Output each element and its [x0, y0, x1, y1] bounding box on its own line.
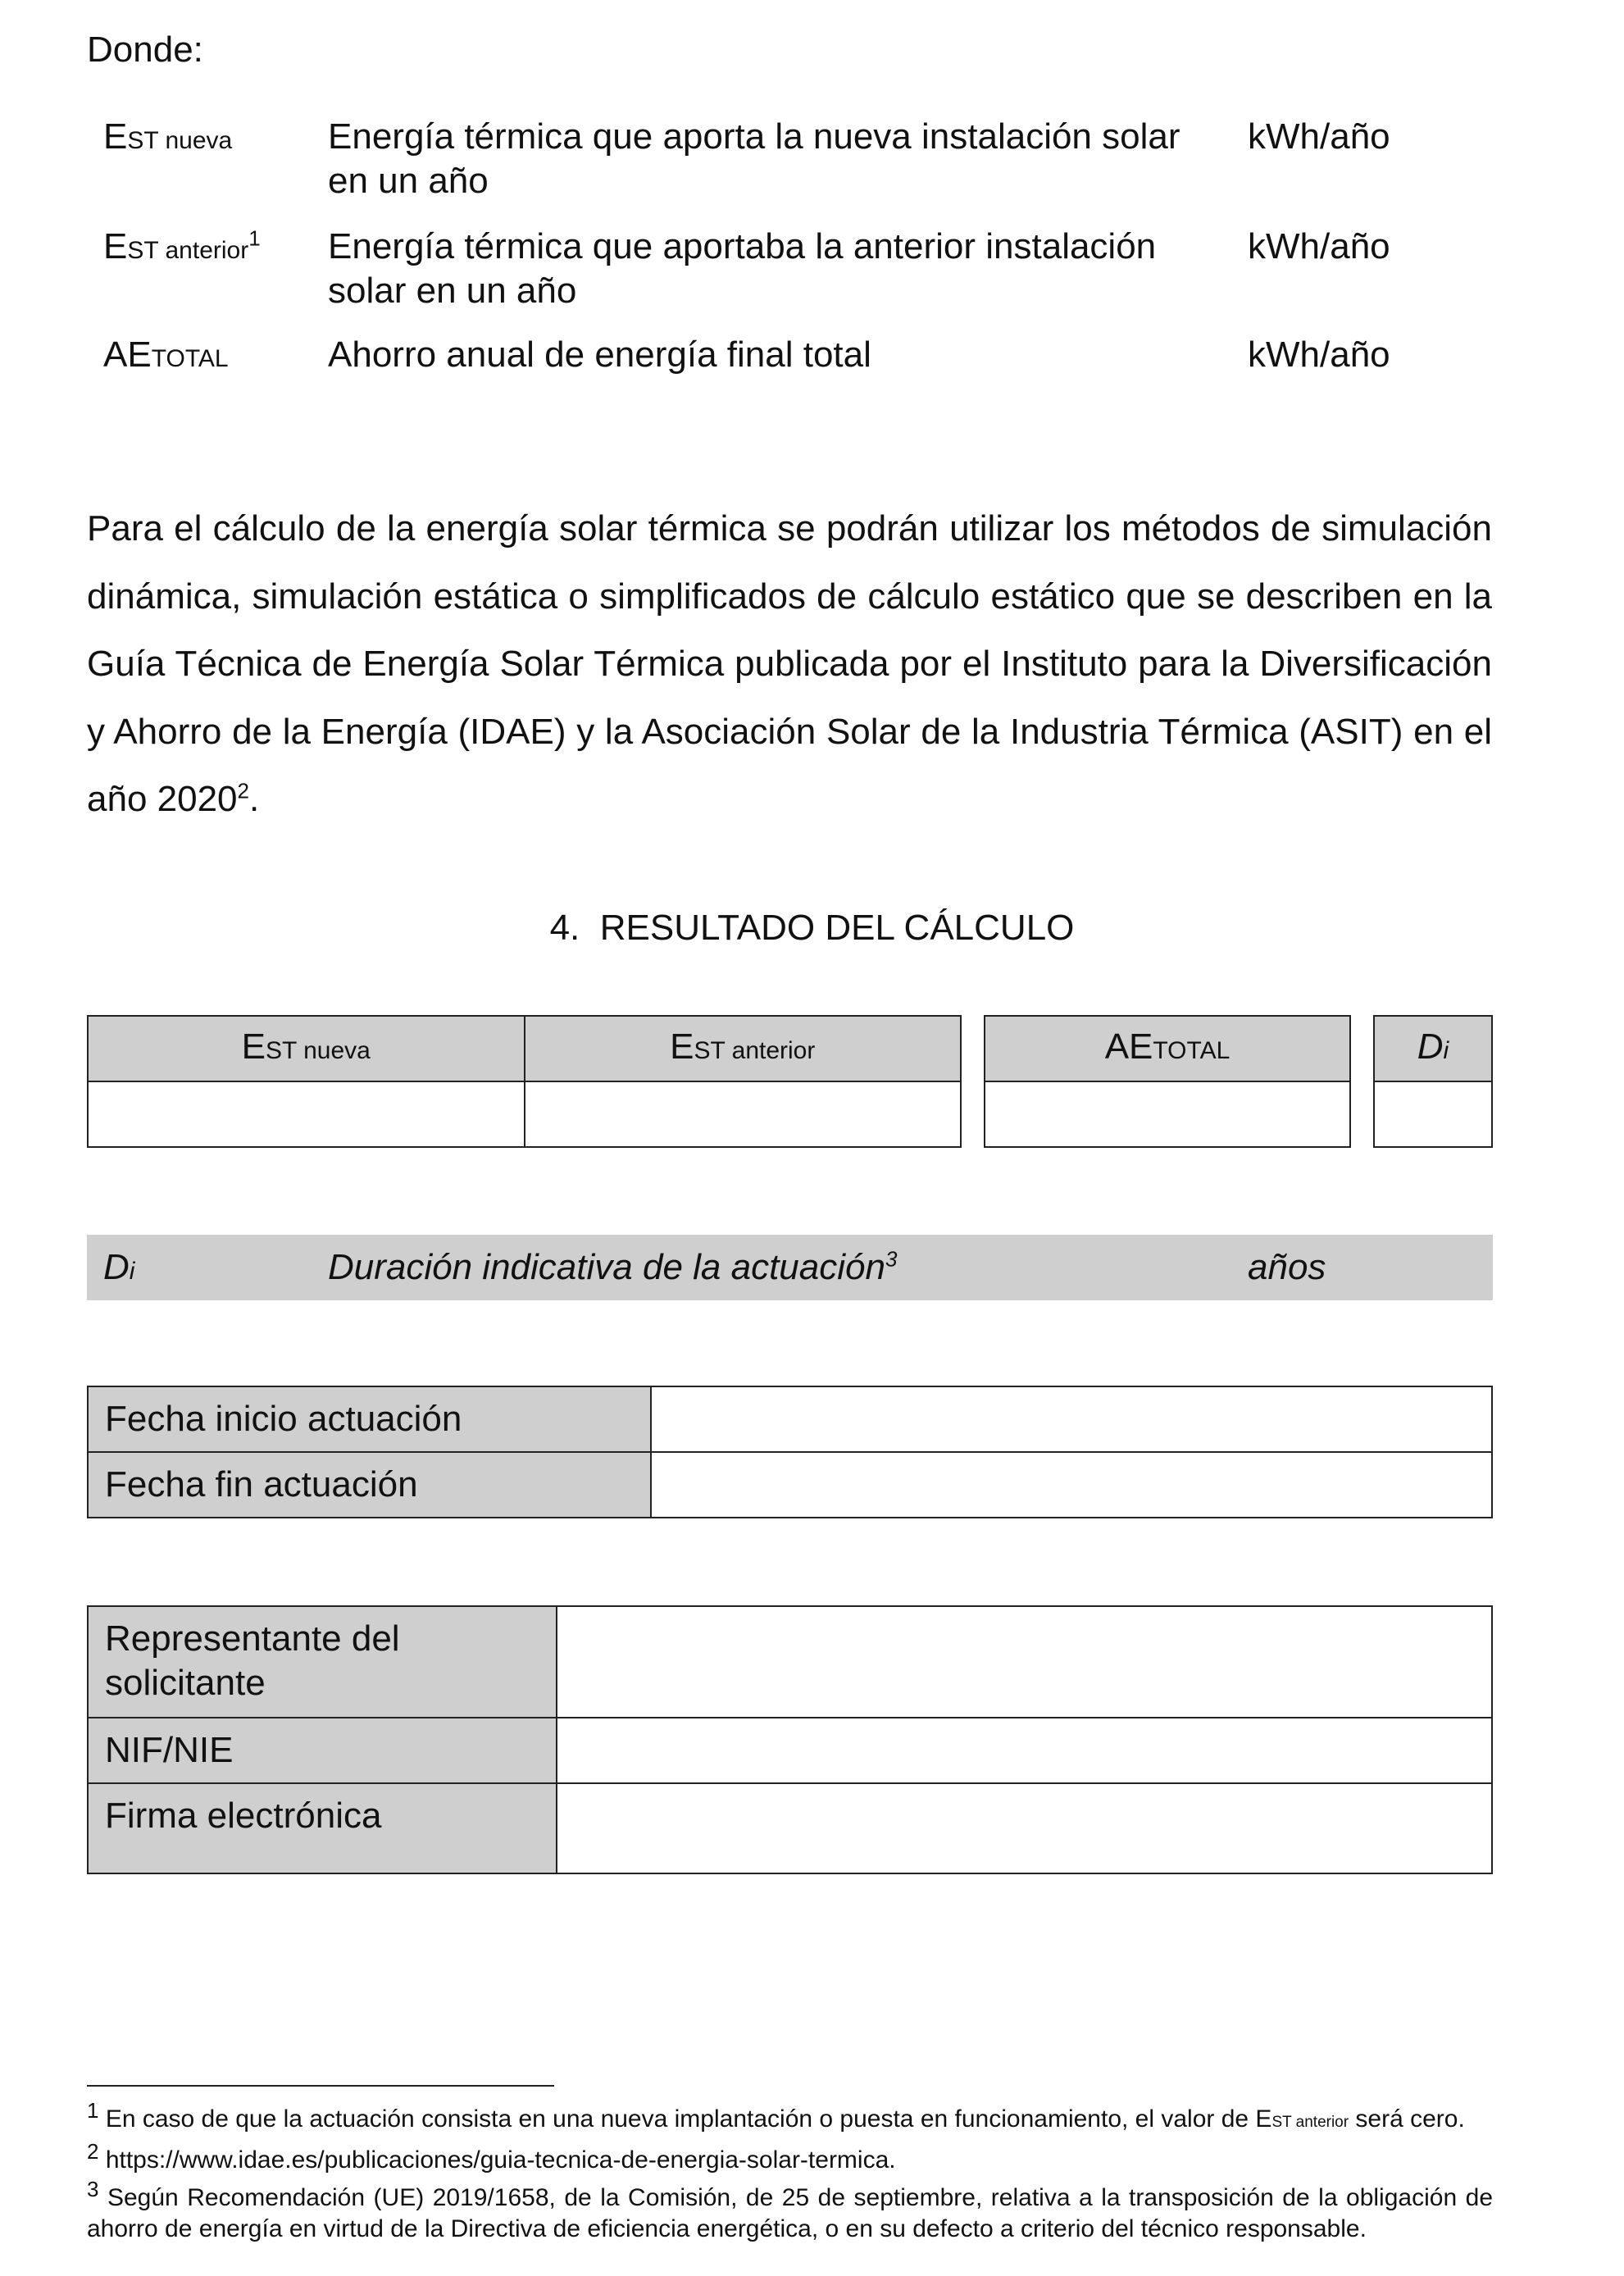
definition-row — [103, 225, 1431, 333]
date-start-field[interactable] — [651, 1386, 1492, 1452]
definition-row — [103, 115, 1431, 225]
representative-field[interactable] — [557, 1606, 1492, 1718]
duration-symbol: Di — [103, 1247, 135, 1287]
duration-unit: años — [1248, 1247, 1326, 1287]
date-end-field[interactable] — [651, 1452, 1492, 1518]
header-ae-total: AETOTAL — [985, 1016, 1350, 1081]
header-di: Di — [1374, 1016, 1492, 1081]
nif-field[interactable] — [557, 1718, 1492, 1783]
definitions-list — [103, 115, 1431, 382]
table-row — [88, 1718, 1492, 1783]
date-start-label: Fecha inicio actuación — [88, 1386, 651, 1452]
table-row — [88, 1452, 1492, 1518]
value-di[interactable] — [1374, 1081, 1492, 1147]
signature-field[interactable] — [557, 1783, 1492, 1873]
table-row — [88, 1386, 1492, 1452]
signature-table — [87, 1605, 1493, 1874]
body-paragraph: Para el cálculo de la energía solar térmica se podrán utilizar los métodos de simulación dinámica, simulación estática o simplificados de cálculo estático que se describen en la Guía Técnica de Energía Solar Térmica publicada por el Instituto para la Diversificación y Ahorro de la Energía (IDAE) y la Asociación Solar de la Industria Térmica (ASIT) en el año 2020$^2$. — [87, 508, 1492, 819]
results-table-a — [87, 1015, 962, 1148]
footnote: 2 https://www.idae.es/publicaciones/guia-tecnica-de-energia-solar-termica. — [87, 2139, 896, 2174]
section-title: RESULTADO DEL CÁLCULO — [599, 908, 1075, 948]
definition-symbol: AETOTAL — [103, 335, 229, 375]
definition-unit: kWh/año — [1248, 335, 1390, 375]
definition-description: Energía térmica que aportaba la anterior instalación solar en un año — [328, 226, 1157, 311]
definition-description: Ahorro anual de energía final total — [328, 335, 871, 375]
section-heading — [0, 906, 1624, 950]
definition-unit: kWh/año — [1248, 116, 1390, 157]
header-est-anterior: EST anterior — [525, 1016, 962, 1081]
intro-label: Donde: — [87, 30, 203, 70]
definition-description: Energía térmica que aporta la nueva instalación solar en un año — [328, 116, 1180, 201]
footnote: 1 En caso de que la actuación consista en una nueva implantación o puesta en funcionamiento, el valor de EST anterior será cero. — [87, 2098, 1465, 2133]
section-number: 4. — [549, 908, 580, 948]
table-row — [88, 1783, 1492, 1873]
value-est-nueva[interactable] — [88, 1081, 525, 1147]
duration-row — [87, 1235, 1493, 1300]
definition-row — [103, 333, 1431, 382]
footnote-separator — [87, 2085, 554, 2087]
value-ae-total[interactable] — [985, 1081, 1350, 1147]
nif-label: NIF/NIE — [88, 1718, 557, 1783]
footnotes — [87, 2098, 1493, 2245]
definition-unit: kWh/año — [1248, 226, 1390, 266]
dates-table — [87, 1386, 1493, 1518]
footnote-link[interactable]: https://www.idae.es/publicaciones/guia-tecnica-de-energia-solar-termica. — [105, 2146, 896, 2174]
value-est-anterior[interactable] — [525, 1081, 962, 1147]
table-row — [88, 1606, 1492, 1718]
results-table-c — [1373, 1015, 1493, 1148]
date-end-label: Fecha fin actuación — [88, 1452, 651, 1518]
duration-description: Duración indicativa de la actuación$^3$ — [328, 1246, 898, 1287]
definition-symbol: EST anterior$^1$ — [103, 225, 261, 266]
header-est-nueva: EST nueva — [88, 1016, 525, 1081]
footnote: 3 Según Recomendación (UE) 2019/1658, de la Comisión, de 25 de septiembre, relativa a la transposición de la obligación de ahorro de energía en virtud de la Directiva de eficiencia energética, o en su defecto a criterio del técnico responsable. — [87, 2177, 1493, 2242]
definition-symbol: EST nueva — [103, 116, 233, 157]
representative-label: Representante del solicitante — [88, 1606, 557, 1718]
results-table-b — [984, 1015, 1351, 1148]
footnote-ref: 2 — [237, 778, 249, 803]
signature-label: Firma electrónica — [88, 1783, 557, 1873]
